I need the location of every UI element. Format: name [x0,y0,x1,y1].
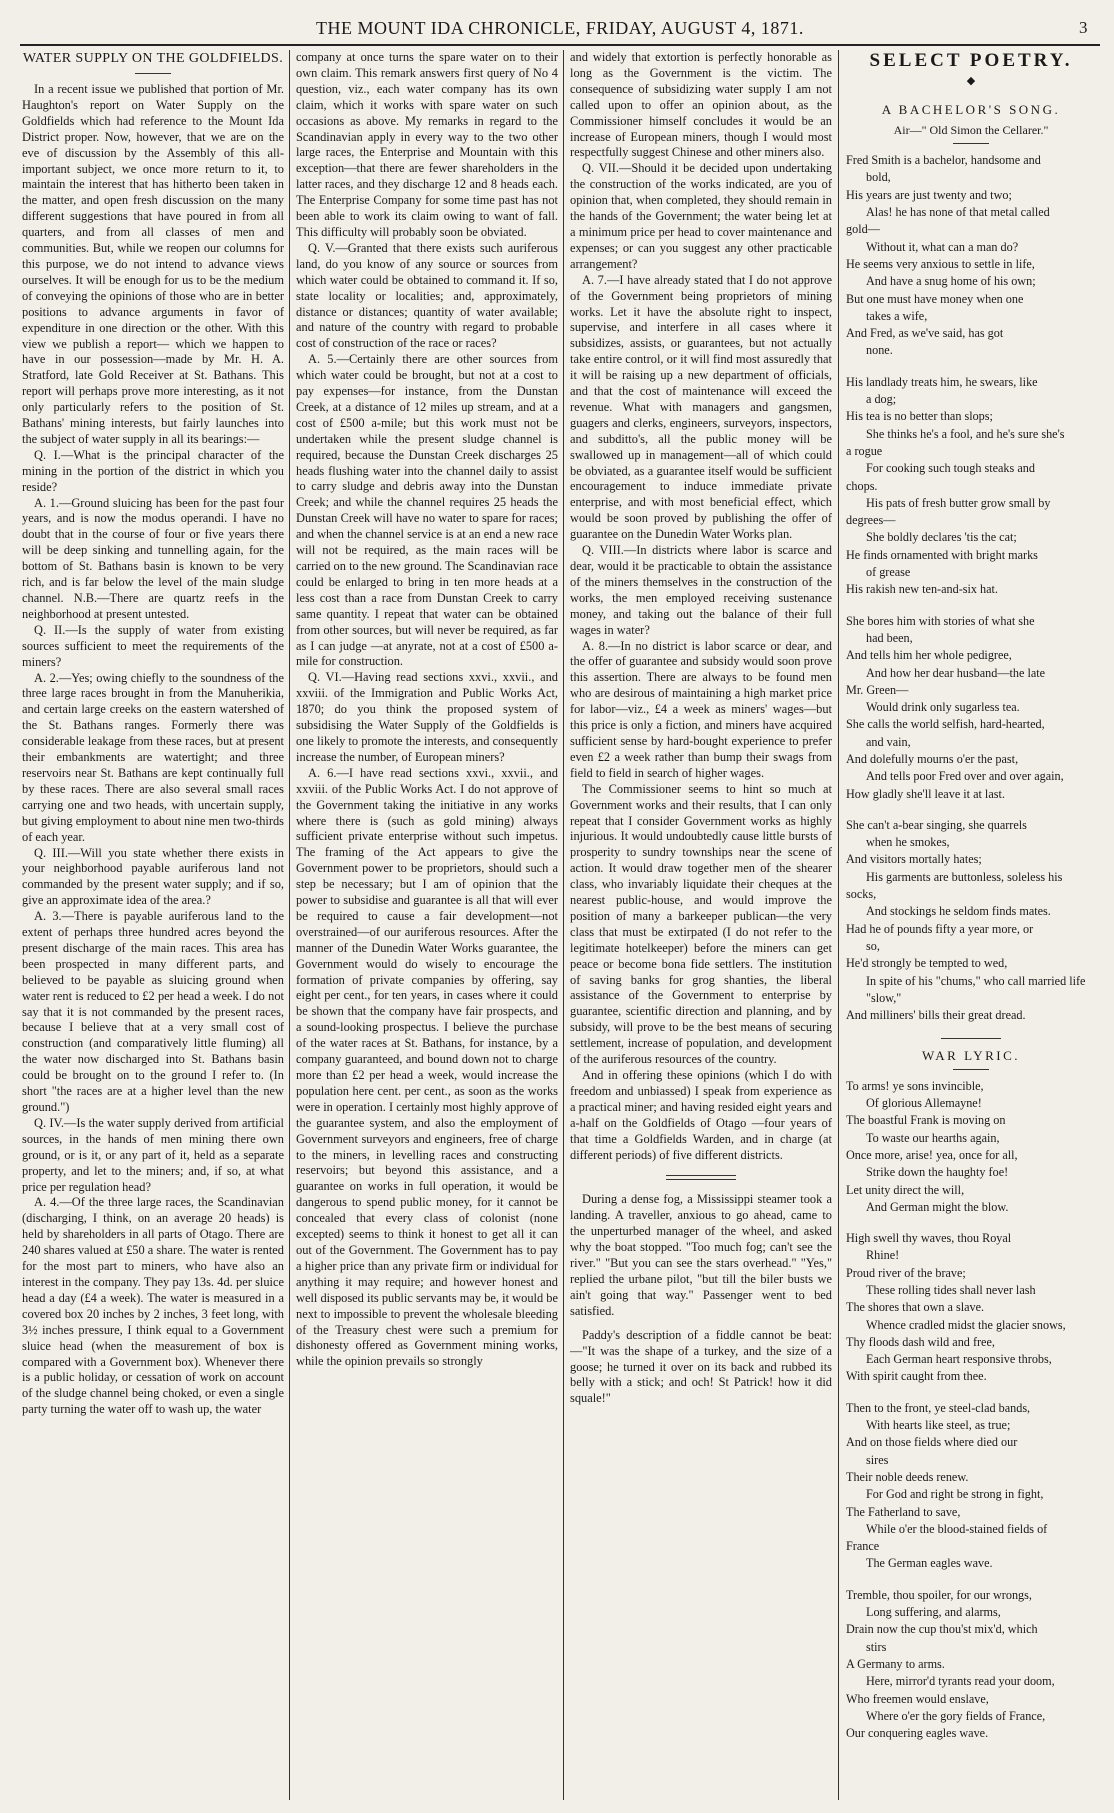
poem-line: gold— [846,222,880,237]
section-separator [666,1175,736,1180]
paragraph: A. 5.—Certainly there are other sources from which water could be brought, but not at a cost to pay expenses—for instance, from the Dunstan Creek, at a distance of 12 miles up stream, and at a cost of £500 a-mile; but this work must not be undertaken while the present sludge channel is required, because the Dunstan Creek discharges 25 heads flushing water into the channel daily to assist to carry sludge and debris away into the Dunstan Creek; and while the channel requires 25 heads the Dunstan Creek will have no water to spare for races; and when the channel service is at an end a new race will not be required, as the main races will be carried on to the new ground. The Scandinavian race could be enlarged to bring in ten more heads at a less cost than a race from Dunstan Creek to carry same quantity. I repeat that water can be obtained from other sources, but will never be required, as far as I can judge —at anyrate, not at a cost of £500 a-mile for construction. [296,352,558,669]
poem-line: stirs [866,1639,887,1654]
poem-line: Our conquering eagles wave. [846,1726,989,1741]
poem-line: Fred Smith is a bachelor, handsome and [846,153,1041,168]
poem-line: His pats of fresh butter grow small by [866,495,1051,510]
poem-stanza [846,613,1096,803]
paragraph: And in offering these opinions (which I do with freedom and unbiassed) I speak from experience as a practical miner; and having resided eight years and a-half on the Goldfields of Otago —four years of that time a Goldfields Warden, and in charge (at different periods) of five different districts. [570,1068,832,1162]
poem-line: Where o'er the gory fields of France, [866,1708,1046,1723]
poem-title: A BACHELOR'S SONG. [881,101,1061,117]
poem-line: Of glorious Allemayne! [866,1096,982,1111]
poem-line: a dog; [866,392,897,407]
poem-line: And have a snug home of his own; [866,274,1036,289]
poem-line: so, [866,938,880,953]
poem-line: sires [866,1452,889,1467]
poem-line: His landlady treats him, he swears, like [846,374,1038,389]
poem-line: Their noble deeds renew. [846,1469,969,1484]
poem-line: Would drink only sugarless tea. [866,700,1020,715]
column-rule [838,50,839,1800]
poem-line: The Fatherland to save, [846,1504,961,1519]
poem-line: These rolling tides shall never lash [866,1283,1036,1297]
paragraph: The Commissioner seems to hint so much at Government works and their results, that I can only repeat that I consider Government works as highly injurious. It would undoubtedly cause little bursts of prosperity to sundry townships near the scene of action. It would draw together men of the shearer class, who invariably liquidate their cheques at the nearest public-house, and would improve the position of many a barkeeper publican—the very class that must be extirpated (I do not refer to the legitimate hotelkeeper) before the miners can get peace or become bona fide settlers. The institution of saving banks for grog shanties, the liberal assistance of the Government to enterprise by guarantee, scientific direction and planning, and by subsidy, will prove to be the best means of securing settlement, increase of population, and development of the auriferous resources of the country. [570,781,832,1067]
poem-line: none. [866,343,893,358]
poem-line: And tells poor Fred over and over again, [866,769,1064,784]
poem-line: degrees— [846,513,896,528]
poem-line: He'd strongly be tempted to wed, [846,956,1008,971]
poem-line: And German might the blow. [866,1199,1009,1214]
poem-line: France [846,1539,880,1554]
poem-line: He seems very anxious to settle in life, [846,256,1035,271]
poem-line: Thy floods dash wild and free, [846,1334,995,1349]
poem-line: To arms! ye sons invincible, [846,1078,984,1093]
paragraph: A. 3.—There is payable auriferous land to the extent of perhaps three hundred acres beyond the present discharge of the main races. This area has been prospected in many different parts, and believed to be payable as sluicing ground when water rent is reduced to £2 per head a week. I do not say that it is not commanded by the present races, because I believe that at a very small cost of construction (and comparatively little fluming) all the water now discharged into St. Bathans basin could be brought on to the ground I refer to. (In short "the races are at a higher level than the new ground.") [22,909,284,1114]
poem-stanza [846,1230,1096,1386]
poem-line: His tea is no better than slops; [846,409,993,424]
paragraph: Q. I.—What is the principal character of the mining in the portion of the district in which you reside? [22,447,284,494]
filler-paragraph: Paddy's description of a fiddle cannot be beat:—"It was the shape of a turkey, and the size of a goose; he turned it over on its back and rubbed its belly with a stick; and och! St Patrick! how it did squale!" [570,1327,832,1406]
paragraph: Q. II.—Is the supply of water from existing sources sufficient to meet the requirements of the miners? [22,622,284,669]
poem-line: socks, [846,887,877,902]
paragraph: and widely that extortion is perfectly honorable as long as the Government is the victim. The consequence of subsidizing water supply I am not called upon to offer an opinion about, as the Commissioner himself concludes it would be an increase of European miners, though I would most respectfully suggest Chinese and other miners also. [570,50,832,160]
heading-rule [135,73,171,74]
poem-rule [941,1038,1001,1039]
poem-line: She calls the world selfish, hard-hearted, [846,717,1045,732]
poem-line: The shores that own a slave. [846,1300,985,1315]
masthead-title: THE MOUNT IDA CHRONICLE, FRIDAY, AUGUST 4, 1871. [316,18,804,38]
poem-line: To waste our hearths again, [866,1130,1000,1145]
poem-line: And how her dear husband—the late [866,665,1046,680]
poem-line: Rhine! [866,1248,900,1263]
poem-line: But one must have money when one [846,291,1024,306]
article-column-1 [22,50,284,1800]
poem-line: Mr. Green— [846,682,909,697]
poem-stanza [846,1400,1096,1573]
poem-stanza [846,152,1096,360]
poem-line: She can't a-bear singing, she quarrels [846,817,1027,832]
poem-line: Each German heart responsive throbs, [866,1352,1052,1367]
column-rule [563,50,564,1800]
poem-line: The boastful Frank is moving on [846,1113,1006,1128]
poem-line: And dolefully mourns o'er the past, [846,751,1019,766]
poem-line: Proud river of the brave; [846,1265,966,1280]
poem-line: Tremble, thou spoiler, for our wrongs, [846,1587,1032,1602]
poem-line: Alas! he has none of that metal called [866,205,1050,220]
paragraph: Q. VIII.—In districts where labor is scarce and dear, would it be practicable to obtain the assistance of the miners themselves in the construction of the works, the men employed receiving sustenance money, and taking out the balance of their full wages in water? [570,543,832,637]
poem-line: Drain now the cup thou'st mix'd, which [846,1622,1038,1637]
poem-line: With spirit caught from thee. [846,1369,987,1384]
poem-line: The German eagles wave. [866,1556,993,1571]
poem-line: Strike down the haughty foe! [866,1165,1009,1180]
paragraph: A. 7.—I have already stated that I do not approve of the Government being proprietors of mining works. Let it have the absolute right to inspect, supervise, and interfere in all cases where it subsidizes, assists, or guarantees, but not actually take entire control, or it will find most assuredly that it will be raising up a new department of officials, and that the cost of maintenance will exceed the revenue. What with managers and gangsmen, guagers and clerks, engineers, surveyors, inspectors, and subditto's, all the public money will be swallowed up in management—all of which could be obviated, as a guarantee itself would be sufficient encouragement to induce immediate private enterprise, and with most beneficial effect, which would be soon proved by publishing the offer of guarantee on the Dunedin Water Works plan. [570,272,832,542]
masthead [20,14,1100,46]
poem-line: Long suffering, and alarms, [866,1605,1001,1620]
poem-rule [953,1069,989,1070]
poem-line: and vain, [866,734,911,749]
poem-body [846,1078,1096,1743]
poem-line: He finds ornamented with bright marks [846,547,1038,562]
paragraph: Q. III.—Will you state whether there exists in your neighborhood payable auriferous land not commanded by the present water supply; and if so, give an approximate idea of the area.? [22,845,284,908]
article-column-3 [570,50,832,1800]
column-rule [289,50,290,1800]
poem-line: And milliners' bills their great dread. [846,1008,1026,1023]
poem-line: takes a wife, [866,308,928,323]
paragraph: Q. IV.—Is the water supply derived from artificial sources, in the hands of men mining there own ground, or is it, or any part of it, held as a separate property, and let to the miners; and, if so, at what price per regulation head? [22,1115,284,1194]
poem-line: How gladly she'll leave it at last. [846,786,1005,801]
page-number: 3 [1079,18,1088,37]
poem-line: She thinks he's a fool, and he's sure she's [866,426,1065,441]
article-heading: WATER SUPPLY ON THE GOLDFIELDS. [22,51,284,66]
poem-line: And visitors mortally hates; [846,852,982,867]
poem-line: For cooking such tough steaks and [866,461,1035,476]
poem-stanza [846,374,1096,599]
poem-line: His rakish new ten-and-six hat. [846,582,998,597]
paragraph: Q. VII.—Should it be decided upon undertaking the construction of the works indicated, are you of opinion that, when completed, they should remain in the hands of the Government; the water being let at a minimum price per head to cover maintenance and expenses; or can you suggest any other practicable arrangement? [570,161,832,271]
poem-line: While o'er the blood-stained fields of [866,1521,1048,1536]
poem-line: High swell thy waves, thou Royal [846,1231,1012,1246]
filler-paragraph: During a dense fog, a Mississippi steamer took a landing. A traveller, anxious to go ahead, came to the unperturbed manager of the wheel, and asked why the boat stopped. "Too much fog; can't see the river." "But you can see the stars overhead." "Yes," replied the urbane pilot, "but till the biler busts we ain't going that way." Passenger went to bed satisfied. [570,1192,832,1318]
poem-line: In spite of his "chums," who call married life "slow," [866,973,1086,1005]
poem-line: And stockings he seldom finds mates. [866,904,1051,919]
poetry-column [846,50,1096,1800]
poem-line: Had he of pounds fifty a year more, or [846,921,1034,936]
poem-line: of grease [866,565,911,580]
paragraph: Q. V.—Granted that there exists such auriferous land, do you know of any source or sources from which water could be obtained to command it. If so, state locality or localities; and, approximately, distance or distances; quantity of water available; and nature of the country with regard to probable cost of construction of the race or races? [296,240,558,351]
paragraph: In a recent issue we published that portion of Mr. Haughton's report on Water Supply on the Goldfields which had reference to the Mount Ida District proper. Now, however, that we are on the eve of discussion by the Assembly of this all-important subject, we once more return to it, to maintain the interest that has hitherto been taken in the matter, and open fresh discussion on the many different suggestions that have poured in from all quarters, and from all classes of men and communities. But, while we reopen our columns for this purpose, we do not intend to advance views ourselves. It will be enough for us to be the medium of conveying the opinions of those who are in better positions to advance arguments in favor of expenditure in one direction or the other. With this view we publish a report— which we happen to have in our possession—made by Mr. H. A. Stratford, late Gold Receiver at St. Bathans. This report will perhaps prove more interesting, as it not only particularly refers to the position of St. Bathans' mining interests, but fairly launches into the subject of water supply in all its bearings:— [22,82,284,446]
article-column-2 [296,50,558,1800]
poem-line: For God and right be strong in fight, [866,1487,1044,1502]
paragraph: Q. VI.—Having read sections xxvi., xxvii., and xxviii. of the Immigration and Public Works Act, 1870; do you think the proposed system of subsidising the Water Supply of the Goldfields is one likely to promote the interests, and consequently increase the number, of European miners? [296,670,558,764]
paragraph: A. 8.—In no district is labor scarce or dear, and the offer of guarantee and subsidy would soon prove this assertion. There are always to be found men who are desirous of maintaining a high market price for labor—viz., £4 a week as miners' wages—but this price is only a fiction, and miners have acquired sufficient sense by hard-bought experience to prefer even £2 a week rather than bump their swags from field to field in search of higher wages. [570,638,832,780]
poem-line: And tells him her whole pedigree, [846,648,1012,663]
poem-line: With hearts like steel, as true; [866,1418,1011,1433]
poem-line: had been, [866,630,913,645]
poem-line: And Fred, as we've said, has got [846,326,1004,341]
paragraph: A. 6.—I have read sections xxvi., xxvii., and xxviii. of the Public Works Act. I do not approve of the Government taking the initiative in any works where there is (such as gold mining) always sufficient private enterprise without such impetus. The framing of the Act appears to give the Government power to be proprietors, should such a step be necessary; but I am of opinion that the power to subsidise and guarantee is all that will ever be required to cause a fair development—not overstrained—of our auriferous resources. After the manner of the Dunedin Water Works guarantee, the Government would do wisely to encourage the formation of private companies by offering, say eight per cent., for ten years, in cases where it could be shown that the company have fair prospects, and a sound-looking prospectus. I believe the purchase of the water races at St. Bathans, for instance, by a company guaranteed, and bound down not to charge more than £2 per head a week, would increase the population here cent. per cent., as soon as the works were in operation. I certainly most highly approve of the guarantee system, and also the employment of Government surveyors and engineers, free of charge to the miners, in levelling races and constructing reservoirs; but beyond this assistance, and a guarantee on works in full operation, it would be dangerous to spend public money, for it cannot be concealed that every class of colonist (none excepted) seems to think it honest to get all it can out of the Government. The Government has to pay a higher price than any private firm or individual for anything it may require; and however honest and well disposed its public servants may be, it would be next to impossible to prevent the wholesale bleeding of the Treasury chest were such a premium for dishonesty offered as Government mining works, while the opinion prevails so strongly [296,765,558,1369]
poem-stanza [846,1587,1096,1743]
poem-line: Who freemen would enslave, [846,1691,989,1706]
poem-line: A Germany to arms. [846,1656,945,1671]
poem-line: Then to the front, ye steel-clad bands, [846,1400,1031,1415]
poem-line: Without it, what can a man do? [866,239,1019,254]
poem-body [846,152,1096,1024]
paragraph: A. 1.—Ground sluicing has been for the past four years, and is now the modus operandi. I have no doubt that in the course of four or five years there will be deep sinking and tunnelling again, for the bottom of St. Bathans basin is known to be very rich, and is far below the level of the main sludge channel. N.B.—There are quartz reefs in the neighborhood at present untested. [22,495,284,621]
poem-line: bold, [866,170,891,185]
poem-stanza [846,1078,1096,1216]
poem-title: WAR LYRIC. [921,1048,1021,1064]
poetry-heading: SELECT POETRY. [869,50,1073,71]
paragraph: A. 4.—Of the three large races, the Scandinavian (discharging, I think, on an average 20 heads) is held by shareholders in all parts of Otago. There are 240 shares valued at £50 a share. The water is rented for the most part to miners, who have also an interest in the company. They pay 13s. 4d. per sluice head a day (£4 a week). The water is measured in a covered box 20 inches by 2 inches, 3 feet long, with 3½ inches pressure, I think equal to a Government sluice head (when the measurement of box is compared with a Government box). Whenever there is a public holiday, or cessation of work on account of the sludge channel being choked, or even a single party turning the water off to wash up, the water [22,1195,284,1417]
poem-line: And on those fields where died our [846,1435,1018,1450]
paragraph: company at once turns the spare water on to their own claim. This remark answers first query of No 4 question, viz., each water company has its own claim, which it works with spare water on such occasions as above. My remarks in regard to the Scandinavian apply in every way to the two other large races, the Enterprise and Mountain with this exception—that there are fewer shareholders in the latter races, and they discharge 12 and 8 heads each. The Enterprise Company for some time past has not been able to work its claim owing to want of fall. This difficulty will probably soon be obviated. [296,50,558,239]
poem-line: chops. [846,478,878,493]
poem-line: His years are just twenty and two; [846,187,1012,202]
poem-line: Whence cradled midst the glacier snows, [866,1317,1066,1332]
paragraph: A. 2.—Yes; owing chiefly to the soundness of the three large races brought in from the Manuherikia, and certain large creeks on the eastern watershed of the St. Bathans ranges. Formerly there was considerable leakage from these races, but at present their embankments are watertight; and three reservoirs near St. Bathans are kept continually full by these races. There are also several small races carrying one and two heads, with uncertain supply, but giving employment to about nine men two-thirds of each year. [22,670,284,844]
poem-line: His garments are buttonless, soleless his [866,869,1063,884]
poem-line: She boldly declares 'tis the cat; [866,530,1017,545]
poem-rule [953,143,989,144]
poem-line: Once more, arise! yea, once for all, [846,1147,1018,1162]
poem-line: when he smokes, [866,835,950,850]
poem-line: a rogue [846,443,883,458]
poem-air: Air—" Old Simon the Cellarer." [893,122,1049,137]
diamond-ornament-icon: ◆ [966,75,976,88]
poem-line: Here, mirror'd tyrants read your doom, [866,1674,1055,1689]
poem-stanza [846,817,1096,1025]
poem-line: Let unity direct the will, [846,1182,965,1197]
poem-line: She bores him with stories of what she [846,613,1035,628]
